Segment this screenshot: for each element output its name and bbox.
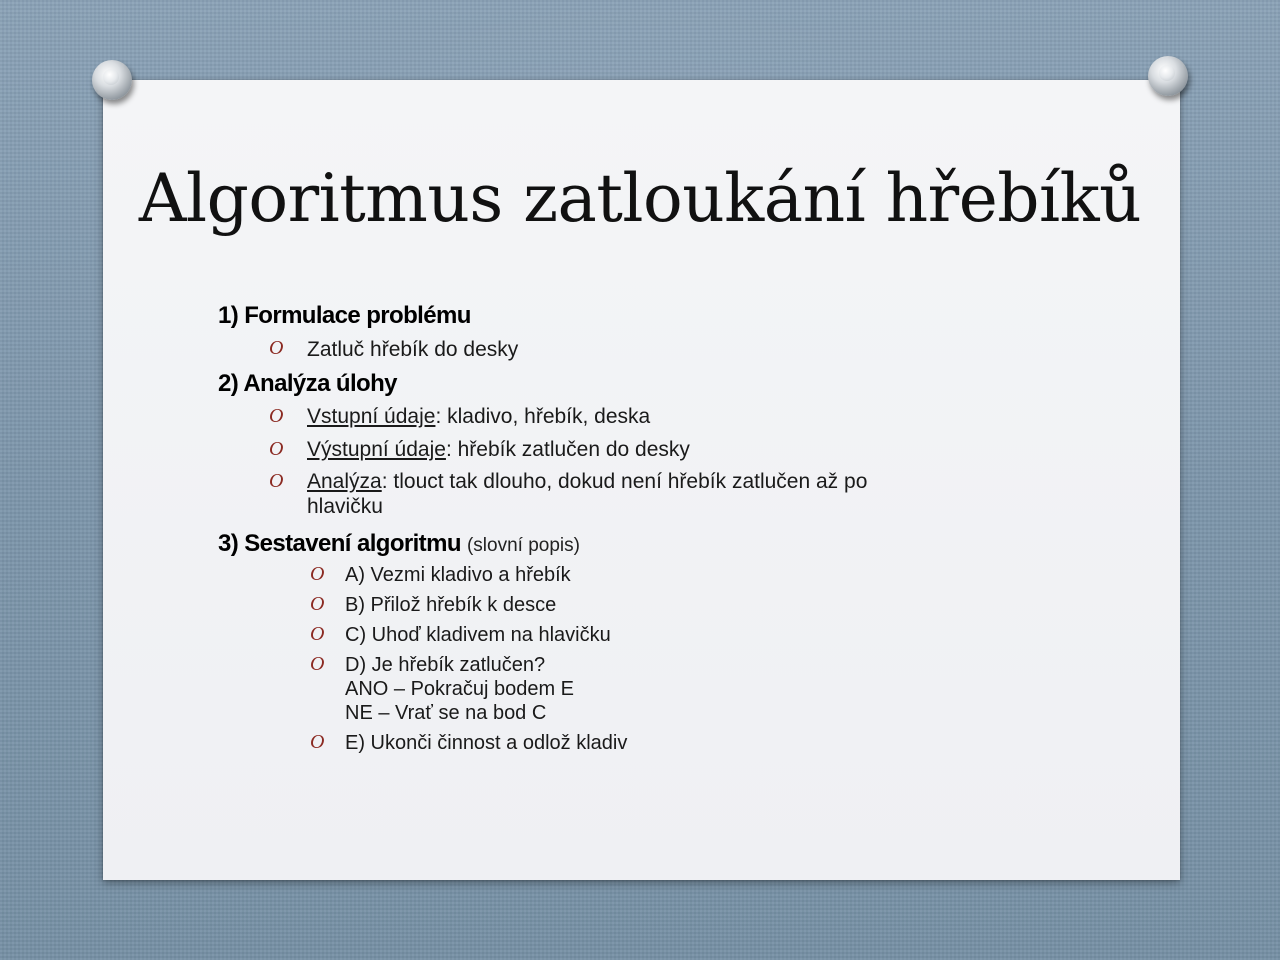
underlined-term: Analýza	[307, 470, 382, 493]
list-item: B) Přilož hřebík k desce	[345, 594, 557, 616]
item-text: : hřebík zatlučen do desky	[445, 438, 690, 461]
pushpin-icon	[1148, 56, 1188, 96]
bullet-icon: O	[269, 470, 284, 492]
bullet-icon: O	[269, 337, 284, 359]
pushpin-icon	[92, 60, 132, 100]
bullet-icon: O	[310, 563, 325, 585]
bullet-icon: O	[310, 653, 325, 675]
list-item: A) Vezmi kladivo a hřebík	[345, 564, 571, 586]
heading-note: (slovní popis)	[466, 535, 580, 556]
list-item-line: ANO – Pokračuj bodem E	[345, 678, 574, 700]
bullet-icon: O	[310, 623, 325, 645]
list-item: D) Je hřebík zatlučen?	[345, 654, 546, 676]
list-item	[307, 470, 867, 494]
list-item: E) Ukonči činnost a odlož kladiv	[345, 732, 628, 754]
bullet-icon: O	[310, 593, 325, 615]
bullet-icon: O	[269, 438, 284, 460]
list-item: Zatluč hřebík do desky	[307, 338, 519, 361]
list-item-continuation: hlavičku	[307, 495, 383, 518]
heading-text: 3) Sestavení algoritmu	[218, 530, 461, 557]
section-heading-algorithm	[218, 530, 580, 558]
underlined-term: Vstupní údaje	[307, 405, 436, 428]
bullet-icon: O	[269, 405, 284, 427]
section-heading-analysis: 2) Analýza úlohy	[218, 370, 397, 397]
list-item: C) Uhoď kladivem na hlavičku	[345, 624, 611, 646]
item-text: : tlouct tak dlouho, dokud není hřebík zatlučen až po	[381, 470, 868, 493]
slide-title: Algoritmus zatloukání hřebíků	[138, 160, 1142, 237]
item-text: : kladivo, hřebík, deska	[435, 405, 651, 428]
list-item	[307, 438, 690, 462]
underlined-term: Výstupní údaje	[307, 438, 446, 461]
bullet-icon: O	[310, 731, 325, 753]
list-item-line: NE – Vrať se na bod C	[345, 702, 547, 724]
list-item	[307, 405, 650, 429]
section-heading-formulation: 1) Formulace problému	[218, 302, 471, 329]
